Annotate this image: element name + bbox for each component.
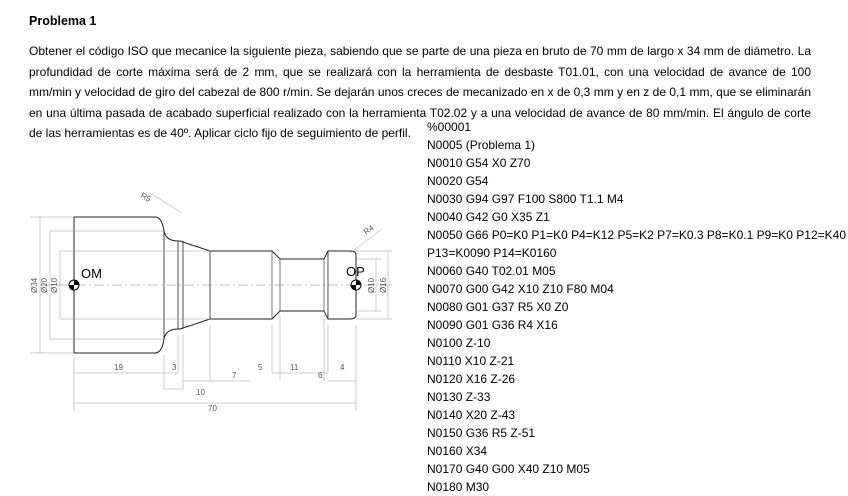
code-line: P13=K0090 P14=K0160	[427, 246, 557, 260]
radius-label-r5: R5	[139, 190, 153, 204]
code-line: N0170 G40 G00 X40 Z10 M05	[427, 462, 590, 476]
code-line: N0130 Z-33	[427, 390, 491, 404]
diameter-label: Ø10	[367, 277, 376, 293]
diameter-label: Ø16	[379, 277, 388, 293]
code-line: N0110 X10 Z-21	[427, 354, 515, 368]
om-label: OM	[81, 266, 102, 281]
iso-code-listing	[427, 118, 846, 496]
code-line: N0160 X34	[427, 444, 488, 458]
length-label: 70	[208, 404, 217, 413]
code-line: N0060 G40 T02.01 M05	[427, 264, 556, 278]
length-label: 5	[258, 363, 263, 372]
code-line: N0030 G94 G97 F100 S800 T1.1 M4	[427, 192, 624, 206]
part-origin-marker	[351, 280, 361, 290]
diameter-label: Ø20	[40, 277, 49, 293]
code-line: N0010 G54 X0 Z70	[427, 156, 531, 170]
code-line: N0080 G01 G37 R5 X0 Z0	[427, 300, 569, 314]
code-line: N0100 Z-10	[427, 336, 491, 350]
code-line: %00001	[427, 120, 472, 134]
code-line: N0180 M30	[427, 480, 490, 494]
machine-origin-marker	[69, 280, 79, 290]
length-label: 19	[114, 363, 123, 372]
length-label: 4	[340, 363, 345, 372]
code-line: N0150 G36 R5 Z-51	[427, 426, 536, 440]
problem-statement: Obtener el código ISO que mecanice la siguiente pieza, sabiendo que se parte de una pieza en bruto de 70 mm de largo x 34 mm de diámetro. La profundidad de corte máxima será de 2 mm, que se realizará con la herramienta de desbaste T01.01, con una velocidad de avance de 100 mm/min y velocidad de giro del cabezal de 800 r/min. Se dejarán unos creces de mecanizado en x de 0,3 mm y en z de 0,1 mm, que se eliminarán en una última pasada de acabado superficial realizado con la herramienta T02.02 y a una velocidad de avance de 80 mm/min. El ángulo de corte de las herramientas es de 40º. Aplicar ciclo fijo de seguimiento de perfil.	[29, 44, 811, 140]
length-label: 10	[196, 388, 205, 397]
length-label: 11	[290, 363, 299, 372]
part-drawing	[10, 175, 420, 415]
diameter-label: Ø10	[50, 277, 59, 293]
diameter-label: Ø34	[30, 277, 39, 293]
code-line: N0120 X16 Z-26	[427, 372, 516, 386]
code-line: N0070 G00 G42 X10 Z10 F80 M04	[427, 282, 614, 296]
code-line: N0020 G54	[427, 174, 489, 188]
code-line: N0140 X20 Z-43	[427, 408, 516, 422]
length-label: 7	[232, 371, 237, 380]
radius-label-r4: R4	[361, 223, 376, 237]
op-label: OP	[346, 264, 365, 279]
length-label: 3	[172, 363, 177, 372]
code-line: N0005 (Problema 1)	[427, 138, 536, 152]
code-line: N0040 G42 G0 X35 Z1	[427, 210, 550, 224]
problem-title: Problema 1	[29, 14, 97, 28]
code-line: N0090 G01 G36 R4 X16	[427, 318, 558, 332]
code-line: N0050 G66 P0=K0 P1=K0 P4=K12 P5=K2 P7=K0.3 P8=K0.1 P9=K0 P12=K40	[427, 228, 846, 242]
length-label: 6	[318, 371, 323, 380]
